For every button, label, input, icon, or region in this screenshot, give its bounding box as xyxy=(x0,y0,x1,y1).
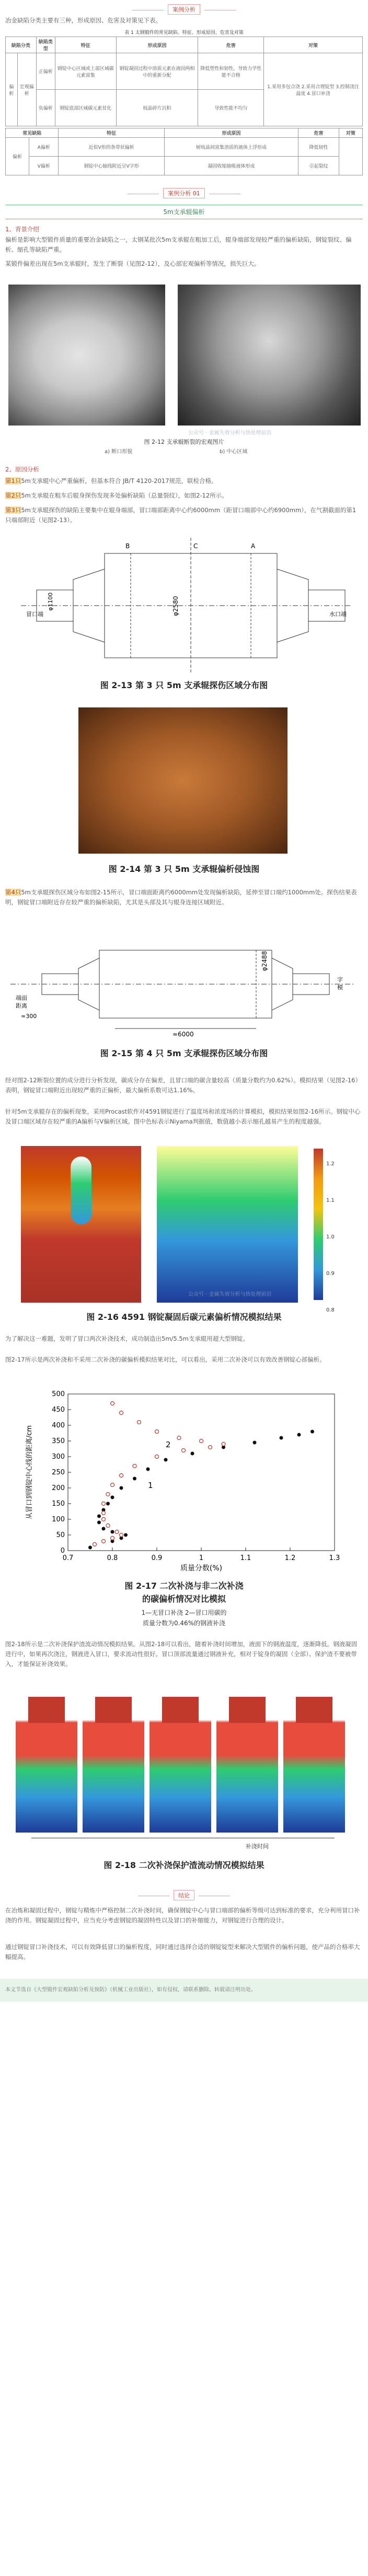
fix-text-2: 图2-17所示是两次补浇和不采用二次补浇的碳偏析模拟结果对比，可以看出，采用二次补浇可以有效改善钢锭心部偏析。 xyxy=(5,1356,326,1363)
conclusion-text: 在冶炼和凝固过程中，钢锭与精炼中严格控制二次补浇时间，确保钢锭中心与冒口端部的偏析等级可达到标准的要求，充分利用冒口补浇的作用。钢锭凝固过程中，应当充分考虑钢锭的凝固特性以及冒口的补缩能力，对钢锭进行合理的设计。 xyxy=(5,1907,360,1924)
td: 凝固收缩抽吸液体形成 xyxy=(164,157,298,175)
th: 常见缺陷 xyxy=(6,128,59,138)
section-header-conclusion: 结论 xyxy=(0,1890,368,1900)
roll-drawing-1 xyxy=(21,538,350,673)
x-tick-label: 1.3 xyxy=(329,1554,340,1562)
series-2-point xyxy=(155,1455,159,1459)
text-4: 5m支承辊探伤区域分布如图2-15所示，冒口端面距离约6000mm处发现偏析缺陷，延伸至冒口端约1000mm处。探伤结果表明，钢锭冒口端附近存在较严重的偏析缺陷，尤其是头部及其与辊身连接区域附近。 xyxy=(5,889,357,906)
series-2-point xyxy=(209,1446,212,1449)
riser xyxy=(229,1697,266,1723)
riser xyxy=(28,1697,65,1723)
td xyxy=(339,138,362,175)
fig217-note-2: 质量分数为0.46%的钢液补浇 xyxy=(142,1620,226,1627)
y-tick-label: 500 xyxy=(52,1390,65,1398)
label-zi: 字 xyxy=(337,976,343,983)
table-row xyxy=(6,53,363,90)
text-2: 5m支承辊在粗车后辊身探伤发现多处偏析缺陷（总量裂纹），如图2-12所示。 xyxy=(21,492,228,499)
series-1-point xyxy=(111,1530,114,1534)
table-header-row xyxy=(6,37,363,53)
x-tick-label: 1.2 xyxy=(284,1554,296,1562)
background-text-2: 某锻件偏差出现在5m支承辊时，发生了断裂（见图2-12），及心部宏观偏析等情况，损失巨大。 xyxy=(5,260,260,267)
annotation-1: 1 xyxy=(148,1481,153,1490)
series-2-point xyxy=(106,1493,110,1496)
conclusion-text-2: 通过钢锭冒口补浇技术，可以有效降低冒口的偏析程度，同时通过选择合适的钢锭锭型来解决大型锻件的偏析问题，使产品的合格率大幅提高。 xyxy=(5,1943,360,1960)
flow-sim-frame xyxy=(150,1692,211,1833)
fig212-caption: 图 2-12 支承辊断裂的宏观图片 xyxy=(144,439,224,445)
sim-image-right xyxy=(157,1146,298,1303)
series-2-point xyxy=(111,1537,114,1540)
series-2-point xyxy=(111,1483,114,1487)
label-2: 第2只 xyxy=(5,492,21,499)
y-tick-label: 450 xyxy=(52,1406,65,1414)
series-2-point xyxy=(222,1443,225,1446)
series-2-point xyxy=(155,1430,159,1434)
defect-table-2 xyxy=(5,128,363,175)
flow-sim-frame xyxy=(216,1692,278,1833)
series-2-point xyxy=(102,1511,106,1515)
flow-sim-frame xyxy=(283,1692,345,1833)
series-2-point xyxy=(111,1402,114,1405)
y-tick-label: 350 xyxy=(52,1437,65,1445)
th: 形成原因 xyxy=(164,128,298,138)
label-3: 第3只 xyxy=(5,506,21,514)
time-axis-label: 补浇时间 xyxy=(246,1843,269,1850)
series-2-point xyxy=(102,1502,106,1506)
series-2-point xyxy=(177,1436,181,1440)
series-1-point xyxy=(253,1441,257,1445)
label-a: A xyxy=(251,542,256,550)
series-2-point xyxy=(120,1474,123,1478)
case-title: 5m支承辊偏析 xyxy=(5,205,363,219)
section-header-top: 案例分析 xyxy=(0,4,368,15)
td: 正偏析 xyxy=(36,53,55,90)
series-1-point xyxy=(106,1502,110,1506)
label-end-right: 水口端 xyxy=(329,611,347,618)
analysis-4 xyxy=(5,888,361,937)
fig212-sub-b: b) 中心区域 xyxy=(220,449,248,455)
series-2-point xyxy=(120,1533,123,1537)
th-feature: 特征 xyxy=(55,37,116,53)
label-dist: 距离 xyxy=(16,1002,27,1009)
label-end-left: 冒口端 xyxy=(26,611,43,618)
y-tick-label: 0 xyxy=(60,1547,65,1555)
series-1-point xyxy=(133,1477,136,1481)
x-axis-label: 质量分数(%) xyxy=(180,1564,223,1571)
defect-table xyxy=(5,37,363,126)
td: 宏观偏析 xyxy=(17,53,36,126)
x-tick-label: 1.1 xyxy=(240,1554,251,1562)
intro-text: 冶金缺陷分类主要有三种，形成原因、危害及对策见下表。 xyxy=(5,17,162,24)
fig215-caption: 图 2-15 第 4 只 5m 支承辊探伤区域分布图 xyxy=(100,1048,268,1058)
th: 危害 xyxy=(298,128,339,138)
section-header-case: 案例分析 01 xyxy=(0,188,368,198)
td: 钢锭中心区域或上部区域碳元素富集 xyxy=(55,53,116,90)
td: V偏析 xyxy=(29,157,59,175)
td: 导致性能不均匀 xyxy=(198,90,264,126)
td: 钢锭底部区域碳元素贫化 xyxy=(55,90,116,126)
series-2-point xyxy=(93,1543,97,1546)
series-2-point xyxy=(115,1530,119,1534)
text-1: 5m支承辊中心严重偏析，但基本符合 JB/T 4120-2017规范，联检合格。 xyxy=(21,477,217,485)
scale-label: 0.8 xyxy=(326,1307,335,1313)
label-b: B xyxy=(125,542,130,550)
th-harm: 危害 xyxy=(198,37,264,53)
td: 降低塑性和韧性，导致力学性能不合格 xyxy=(198,53,264,90)
fracture-photo-b xyxy=(178,285,361,426)
td: 引起裂纹 xyxy=(298,157,339,175)
td: 偏析 xyxy=(6,53,18,126)
background-heading: 1、背景介绍 xyxy=(5,226,39,233)
fig216-caption: 图 2-16 4591 钢锭凝固后碳元素偏析情况模拟结果 xyxy=(86,1312,282,1322)
th-cat: 缺陷分类 xyxy=(6,37,37,53)
flow-sim-row xyxy=(16,1692,350,1833)
fig217-caption-1: 图 2-17 二次补浇与非二次补浇 xyxy=(124,1581,244,1591)
watermark: 公众号 · 金属失效分析与热处理前沿 xyxy=(188,1292,272,1297)
y-tick-label: 50 xyxy=(56,1531,65,1539)
table1-title: 表 1 太钢锻件的常见缺陷、特征、形成原因、危害及对策 xyxy=(124,30,244,36)
label-4: 第4只 xyxy=(5,889,21,896)
th-cause: 形成原因 xyxy=(116,37,198,53)
series-2-point xyxy=(200,1439,203,1443)
fig217-caption-2: 的碳偏析情况对比模拟 xyxy=(142,1594,226,1604)
series-2-point xyxy=(182,1449,186,1452)
table-row xyxy=(6,157,363,175)
fig217-note-1: 1—无冒口补浇 2—冒口用碳的 xyxy=(141,1609,227,1616)
y-tick-label: 150 xyxy=(52,1500,65,1508)
x-tick-label: 0.8 xyxy=(107,1554,118,1562)
td: 1.采用多包合浇 2.采用合理锭型 3.控制浇注温度 4.冒口补浇 xyxy=(264,53,363,126)
fracture-photo-a xyxy=(8,285,165,426)
label-end: 端面 xyxy=(16,995,27,1001)
y-tick-label: 400 xyxy=(52,1422,65,1429)
scale-labels xyxy=(326,1146,335,1329)
series-1-point xyxy=(164,1458,168,1462)
series-1-point xyxy=(97,1521,101,1525)
series-2-point xyxy=(137,1421,141,1424)
td: 树枝晶间富集溶质的液体上浮形成 xyxy=(164,138,298,157)
series-1-point xyxy=(310,1430,314,1434)
roll-drawing-2 xyxy=(10,940,355,1039)
label-mo: 模 xyxy=(337,984,343,991)
scale-label: 1.1 xyxy=(326,1198,335,1203)
series-2-point xyxy=(102,1518,106,1521)
th-type: 缺陷类型 xyxy=(36,37,55,53)
series-2-point xyxy=(120,1411,123,1415)
y-tick-label: 100 xyxy=(52,1516,65,1523)
series-1-point xyxy=(146,1468,150,1471)
watermark: 公众号 · 金属失效分析与热处理前沿 xyxy=(188,430,272,436)
y-axis-label: 从冒口到钢锭中心线的距离/cm xyxy=(26,1425,33,1520)
fig214-caption: 图 2-14 第 3 只 5m 支承辊偏析侵蚀图 xyxy=(108,864,260,874)
analysis-heading: 2、原因分析 xyxy=(5,466,39,473)
label-c: C xyxy=(193,542,198,550)
label-300: ≈300 xyxy=(21,1013,37,1020)
riser xyxy=(95,1697,132,1723)
fig218-caption: 图 2-18 二次补浇保护渣流动情况模拟结果 xyxy=(104,1860,264,1870)
series-2-point xyxy=(106,1524,110,1528)
table-header-row xyxy=(6,128,363,138)
riser xyxy=(296,1697,332,1723)
flow-text: 图2-18所示是二次补浇保护渣流动情况模拟结果。从图2-18可以看出，随着补浇时间增加，液面下的钢液温度，逐渐降低。钢液凝固进行中，如果再次浇注，钢液进入冒口，要求流动性很好。冒口顶部流量通过钢液补充，相对于锭身的凝固（全部）、保护渣不要被带入，才能保证补浇效果。 xyxy=(5,1640,358,1668)
scale-label: 1.2 xyxy=(326,1161,335,1167)
series-2-point xyxy=(102,1540,106,1543)
td: 近似V形的条带状偏析 xyxy=(59,138,164,157)
y-tick-label: 200 xyxy=(52,1484,65,1492)
series-1-point xyxy=(120,1486,123,1490)
series-1-point xyxy=(124,1533,128,1537)
table-row xyxy=(6,138,363,157)
x-tick-label: 0.7 xyxy=(62,1554,74,1562)
text-3: 5m支承辊探伤的缺陷主要集中在辊身端部，冒口端部距离中心约6000mm（距冒口端部中心约6900mm），在气割截面的第1只端部附近（见图2-13）。 xyxy=(5,506,356,524)
flow-sim-frame xyxy=(83,1692,144,1833)
fix-text: 为了解决这一难题，发明了冒口两次补浇技术，成功制造出5m/5.5m支承辊用超大型钢锭。 xyxy=(5,1335,249,1342)
label-len: ≈6000 xyxy=(172,1031,194,1038)
y-tick-label: 300 xyxy=(52,1453,65,1461)
th: 对策 xyxy=(339,128,362,138)
series-1-point xyxy=(297,1433,301,1437)
fig213-caption: 图 2-13 第 3 只 5m 支承辊探伤区域分布图 xyxy=(100,680,268,690)
segregation-chart xyxy=(21,1384,345,1571)
td: 降低韧性 xyxy=(298,138,339,157)
sim-text-2: 针对5m支承辊存在的偏析现象，采用Procast软件对4591钢锭进行了温度场和浓度场的计算模拟，模拟结果如图2-16所示。钢锭中心及冒口端区域存在较严重的A偏析与V偏析区域。图中色标表示Niyama判据值，数值越小表示缩孔越易产生的程度越强。 xyxy=(5,1108,361,1125)
td: 钢锭凝固过程中溶质元素在液固两相中的重新分配 xyxy=(116,53,198,90)
th: 特征 xyxy=(59,128,164,138)
segregation-core xyxy=(71,1156,91,1224)
td: 偏析 xyxy=(6,138,29,175)
footer-bar xyxy=(0,1979,368,2002)
fig212-sub-a: a) 断口形貌 xyxy=(105,449,133,455)
sim-image-left xyxy=(21,1146,141,1303)
y-tick-label: 250 xyxy=(52,1469,65,1476)
series-2-point xyxy=(133,1464,136,1468)
th-fix: 对策 xyxy=(264,37,363,53)
background-text: 偏析是影响大型锻件质量的重要冶金缺陷之一，太钢某批次5m支承辊在粗加工后，辊身端部发现较严重的偏析缺陷，钢锭裂纹、偏析、缩孔等缺陷严重。 xyxy=(5,236,352,253)
series-1-point xyxy=(191,1452,194,1456)
color-scale xyxy=(314,1149,323,1300)
x-tick-label: 0.9 xyxy=(151,1554,163,1562)
series-1-point xyxy=(102,1527,106,1531)
analysis-1 xyxy=(5,476,361,486)
scale-label: 0.9 xyxy=(326,1271,335,1277)
footer-text: 本文节选自《大型锻件宏观缺陷分析及预防》（机械工业出版社），如有侵权，请联系删除。转载请注明出处。 xyxy=(5,1987,256,1993)
sim-text: 经对图2-12断裂位置的成分进行分析发现，碳成分存在偏差，且冒口端的碳含量较高（质量分数约为0.62%）。模拟结果（见图2-16）表明，钢锭冒口端附近出现较严重的正偏析，最大偏析系数可达1.16%。 xyxy=(5,1077,359,1094)
riser xyxy=(162,1697,199,1723)
series-1-point xyxy=(280,1436,283,1440)
td: A偏析 xyxy=(29,138,59,157)
etch-photo xyxy=(78,707,288,854)
label-dia: φ2580 xyxy=(172,596,179,616)
x-tick-label: 1 xyxy=(199,1554,204,1562)
series-1-point xyxy=(111,1496,114,1499)
annotation-2: 2 xyxy=(166,1440,171,1449)
td: 钢锭中心轴线附近呈V字形 xyxy=(59,157,164,175)
label-dia: φ2488 xyxy=(261,951,268,971)
td: 负偏析 xyxy=(36,90,55,126)
series-1-point xyxy=(97,1515,101,1518)
series-1-point xyxy=(88,1546,92,1550)
flow-sim-frame xyxy=(16,1692,77,1833)
analysis-3 xyxy=(5,505,361,525)
label-dia-left: φ1100 xyxy=(47,592,54,611)
scale-label: 1.0 xyxy=(326,1234,335,1240)
label-1: 第1只 xyxy=(5,477,21,485)
analysis-2 xyxy=(5,491,361,501)
td: 枝晶碎片沉积 xyxy=(116,90,198,126)
